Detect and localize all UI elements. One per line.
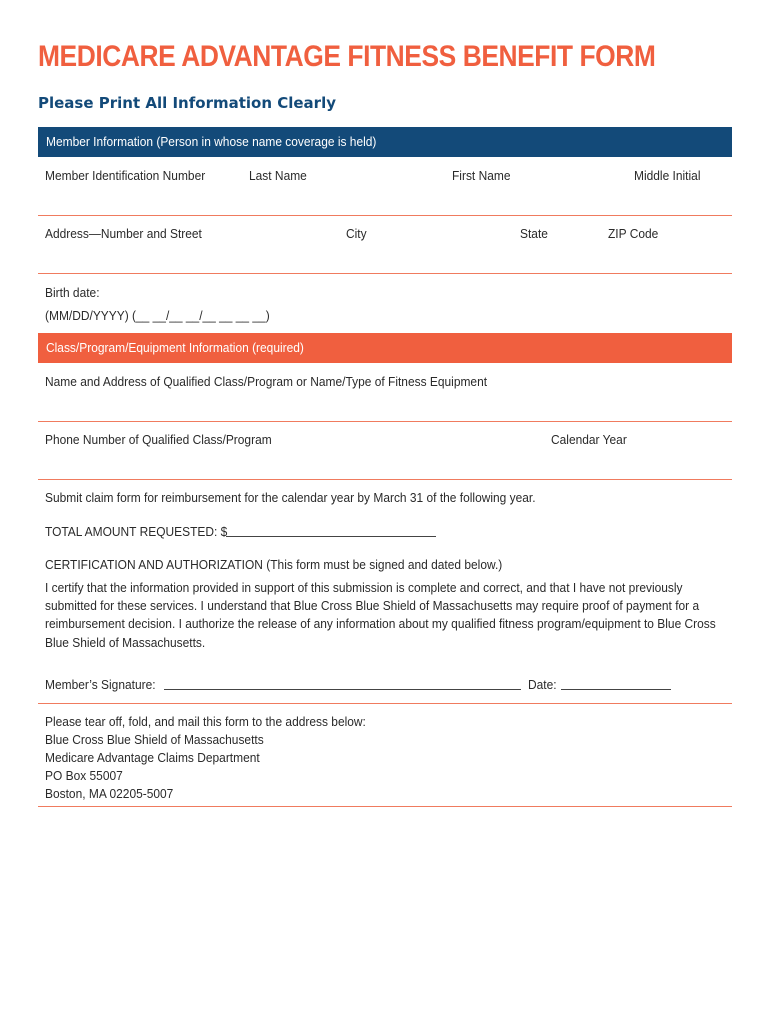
state-field[interactable]: State bbox=[520, 226, 548, 241]
program-info-header bbox=[38, 333, 732, 363]
divider bbox=[38, 215, 732, 216]
signature-label: Member’s Signature: bbox=[45, 677, 156, 692]
divider bbox=[38, 806, 732, 807]
birth-date-label: Birth date: bbox=[45, 285, 100, 300]
mailing-address-line: PO Box 55007 bbox=[45, 768, 123, 783]
form-title: MEDICARE ADVANTAGE FITNESS BENEFIT FORM bbox=[38, 40, 656, 73]
program-info-heading: Class/Program/Equipment Information (required) bbox=[46, 340, 304, 355]
submission-instruction: Submit claim form for reimbursement for the calendar year by March 31 of the following year. bbox=[45, 490, 536, 505]
signature-input[interactable] bbox=[164, 689, 521, 690]
program-name-address-field[interactable]: Name and Address of Qualified Class/Program or Name/Type of Fitness Equipment bbox=[45, 374, 488, 389]
address-field[interactable]: Address—Number and Street bbox=[45, 226, 202, 241]
birth-date-field[interactable]: (MM/DD/YYYY) (__ __/__ __/__ __ __ __) bbox=[45, 308, 270, 323]
mailing-instruction: Please tear off, fold, and mail this form to the address below: bbox=[45, 714, 366, 729]
divider bbox=[38, 273, 732, 274]
zip-code-field[interactable]: ZIP Code bbox=[608, 226, 659, 241]
divider bbox=[38, 703, 732, 704]
member-info-header bbox=[38, 127, 732, 157]
total-amount-input[interactable] bbox=[226, 536, 436, 537]
date-label: Date: bbox=[528, 677, 557, 692]
mailing-address-line: Medicare Advantage Claims Department bbox=[45, 750, 260, 765]
mailing-address-line: Boston, MA 02205-5007 bbox=[45, 786, 174, 801]
program-phone-field[interactable]: Phone Number of Qualified Class/Program bbox=[45, 432, 272, 447]
form-subtitle: Please Print All Information Clearly bbox=[38, 94, 336, 112]
calendar-year-field[interactable]: Calendar Year bbox=[551, 432, 627, 447]
member-info-heading: Member Information (Person in whose name coverage is held) bbox=[46, 134, 377, 149]
certification-heading: CERTIFICATION AND AUTHORIZATION (This form must be signed and dated below.) bbox=[45, 557, 503, 572]
middle-initial-field[interactable]: Middle Initial bbox=[634, 168, 701, 183]
first-name-field[interactable]: First Name bbox=[452, 168, 511, 183]
date-input[interactable] bbox=[561, 689, 671, 690]
certification-text: I certify that the information provided in support of this submission is complete and correct, and that I have not previously submitted for these services. I understand that Blue Cross Blue Shield of Massachusetts may require proof of payment for a reimbursement decision. I authorize the release of any information about my qualified fitness program/equipment to Blue Cross Blue Shield of Massachusetts. bbox=[45, 580, 716, 650]
city-field[interactable]: City bbox=[346, 226, 367, 241]
mailing-address-line: Blue Cross Blue Shield of Massachusetts bbox=[45, 732, 264, 747]
total-amount-label: TOTAL AMOUNT REQUESTED: $ bbox=[45, 524, 228, 539]
divider bbox=[38, 421, 732, 422]
divider bbox=[38, 479, 732, 480]
member-id-field[interactable]: Member Identification Number bbox=[45, 168, 206, 183]
last-name-field[interactable]: Last Name bbox=[249, 168, 307, 183]
